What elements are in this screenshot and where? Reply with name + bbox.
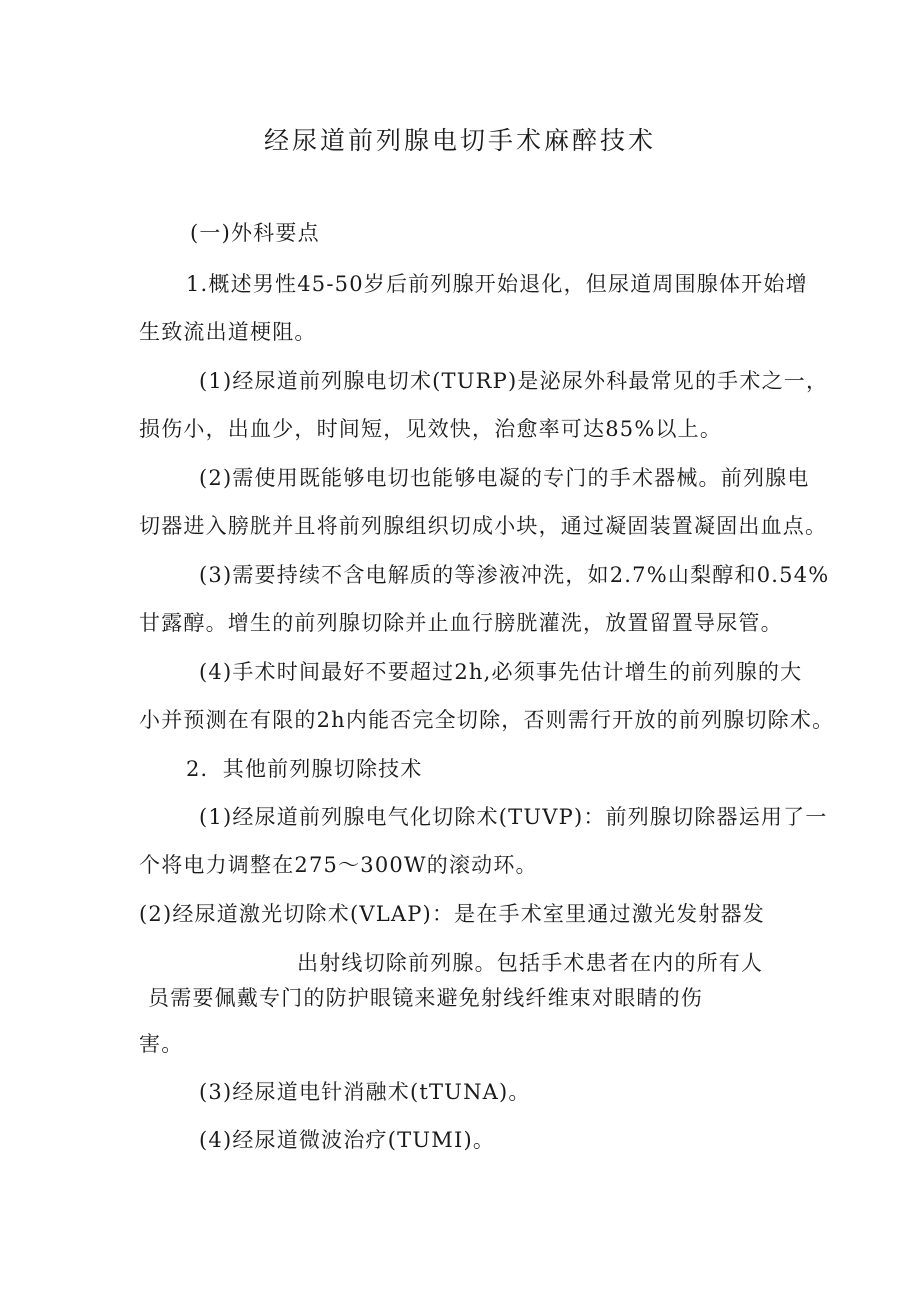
paragraph-irrigation-line-1: (3)需要持续不含电解质的等渗液冲洗，如2.7%山梨醇和0.54%	[199, 563, 830, 587]
paragraph-vlap-line-3: 员需要佩戴专门的防护眼镜来避免射线纤维束对眼睛的伤	[148, 986, 703, 1010]
paragraph-vlap-line-1: (2)经尿道激光切除术(VLAP)：是在手术室里通过激光发射器发	[139, 902, 765, 926]
section-heading-other-techniques: 2．其他前列腺切除技术	[186, 757, 423, 781]
paragraph-tuvp-line-2: 个将电力调整在275～300W的滚动环。	[139, 853, 538, 877]
paragraph-duration-line-2: 小并预测在有限的2h内能否完全切除，否则需行开放的前列腺切除术。	[139, 708, 835, 732]
paragraph-overview-line-1: 1.概述男性45-50岁后前列腺开始退化，但尿道周围腺体开始增	[186, 272, 808, 296]
paragraph-turp-line-1: (1)经尿道前列腺电切术(TURP)是泌尿外科最常见的手术之一，	[199, 369, 829, 393]
paragraph-vlap-line-2: 出射线切除前列腺。包括手术患者在内的所有人	[297, 951, 764, 975]
paragraph-irrigation-line-2: 甘露醇。增生的前列腺切除并止血行膀胱灌洗，放置留置导尿管。	[139, 611, 783, 635]
paragraph-instrument-line-1: (2)需使用既能够电切也能够电凝的专门的手术器械。前列腺电	[199, 466, 810, 490]
paragraph-overview-line-2: 生致流出道梗阻。	[139, 320, 317, 344]
paragraph-tumi: (4)经尿道微波治疗(TUMI)。	[199, 1128, 496, 1152]
section-heading-surgical-points: (一)外科要点	[190, 221, 320, 245]
paragraph-tuvp-line-1: (1)经尿道前列腺电气化切除术(TUVP)：前列腺切除器运用了一	[199, 805, 828, 829]
paragraph-turp-line-2: 损伤小，出血少，时间短，见效快，治愈率可达85%以上。	[139, 417, 723, 441]
document-title: 经尿道前列腺电切手术麻醉技术	[263, 126, 656, 155]
paragraph-instrument-line-2: 切器进入膀胱并且将前列腺组织切成小块，通过凝固装置凝固出血点。	[139, 514, 828, 538]
paragraph-vlap-line-4: 害。	[139, 1032, 184, 1056]
paragraph-duration-line-1: (4)手术时间最好不要超过2h,必须事先估计增生的前列腺的大	[199, 660, 803, 684]
paragraph-tuna: (3)经尿道电针消融术(tTUNA)。	[199, 1080, 531, 1104]
